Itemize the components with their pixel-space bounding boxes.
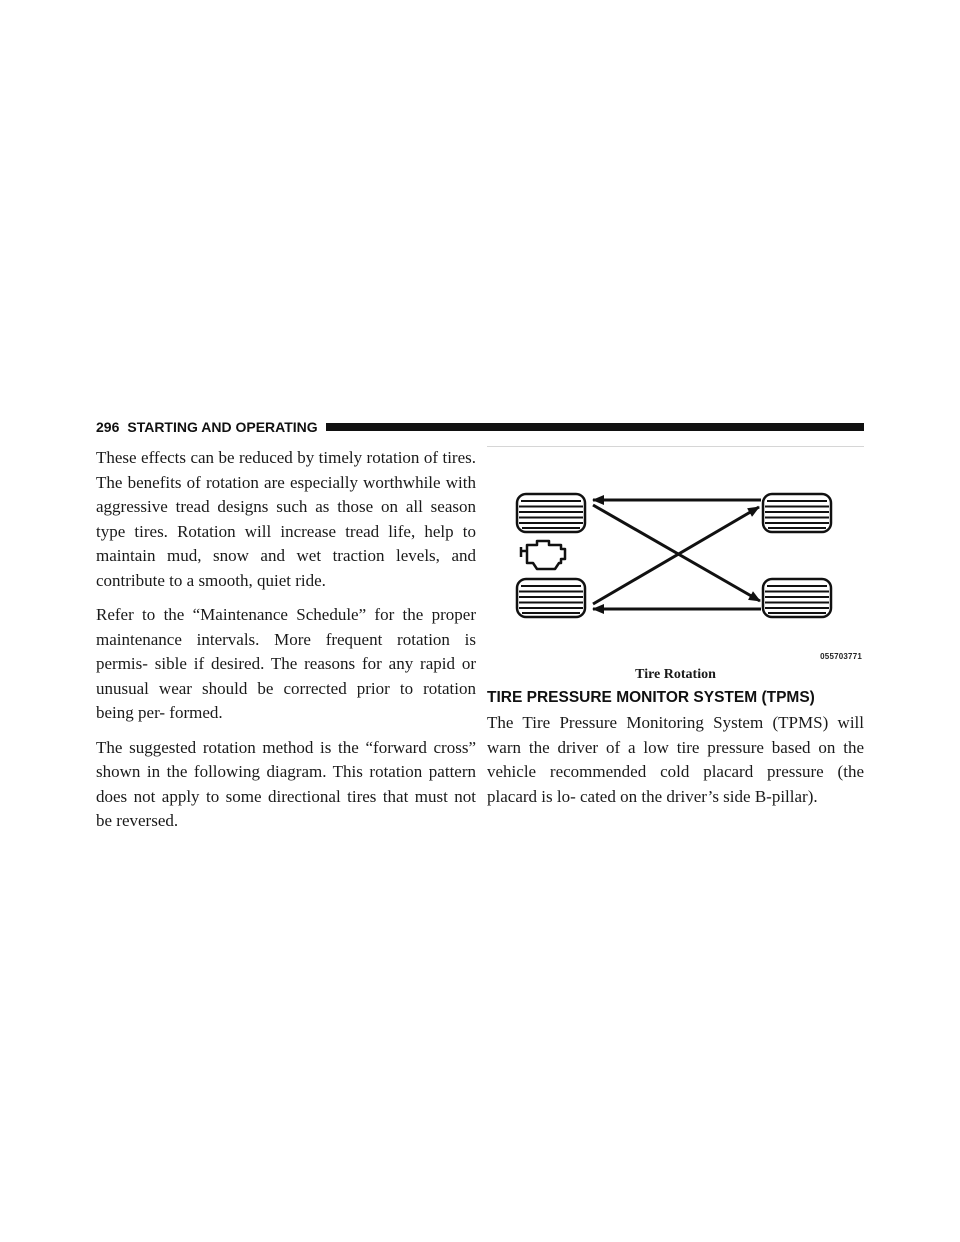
- arrow-icon-cross-up: [593, 507, 759, 604]
- section-title: STARTING AND OPERATING: [127, 419, 318, 435]
- paragraph-rotation-benefits: These effects can be reduced by timely rotation of tires. The benefits of rotation are especially worthwhile with aggressive tread designs such as those on all season type tires. Rotation will increase tread life, help to maintain mud, snow and wet traction levels, and contribute to a smooth, quiet ride.: [96, 448, 476, 590]
- tire-icon-front-left: [517, 494, 585, 532]
- tire-rotation-diagram: [487, 447, 864, 665]
- tire-rotation-figure: [487, 446, 864, 665]
- page-number: 296: [96, 419, 120, 435]
- tire-icon-front-right: [763, 494, 831, 532]
- engine-icon: [521, 541, 565, 569]
- section-heading-tpms: TIRE PRESSURE MONITOR SYSTEM (TPMS): [487, 689, 815, 706]
- tire-icon-rear-right: [763, 579, 831, 617]
- figure-code: 055703771: [820, 652, 862, 661]
- left-column: [96, 446, 476, 844]
- tire-icon-rear-left: [517, 579, 585, 617]
- right-column: [487, 446, 864, 809]
- header-rule: [326, 423, 864, 431]
- figure-caption: Tire Rotation: [635, 667, 716, 682]
- paragraph-maintenance-schedule: Refer to the “Maintenance Schedule” for the proper maintenance intervals. More frequent rotation is permis- sible if desired. The reasons for any rapid or unusual wear should be corrected prior to rotation being per- formed.: [96, 605, 476, 722]
- page-header: [96, 416, 864, 438]
- arrow-icon-group: [593, 500, 761, 609]
- paragraph-tpms: The Tire Pressure Monitoring System (TPMS) will warn the driver of a low tire pressure based on the vehicle recommended cold placard pressure (the placard is lo- cated on the driver’s side B-pillar).: [487, 713, 864, 806]
- paragraph-rotation-method: The suggested rotation method is the “forward cross” shown in the following diagram. This rotation pattern does not apply to some directional tires that must not be reversed.: [96, 737, 476, 830]
